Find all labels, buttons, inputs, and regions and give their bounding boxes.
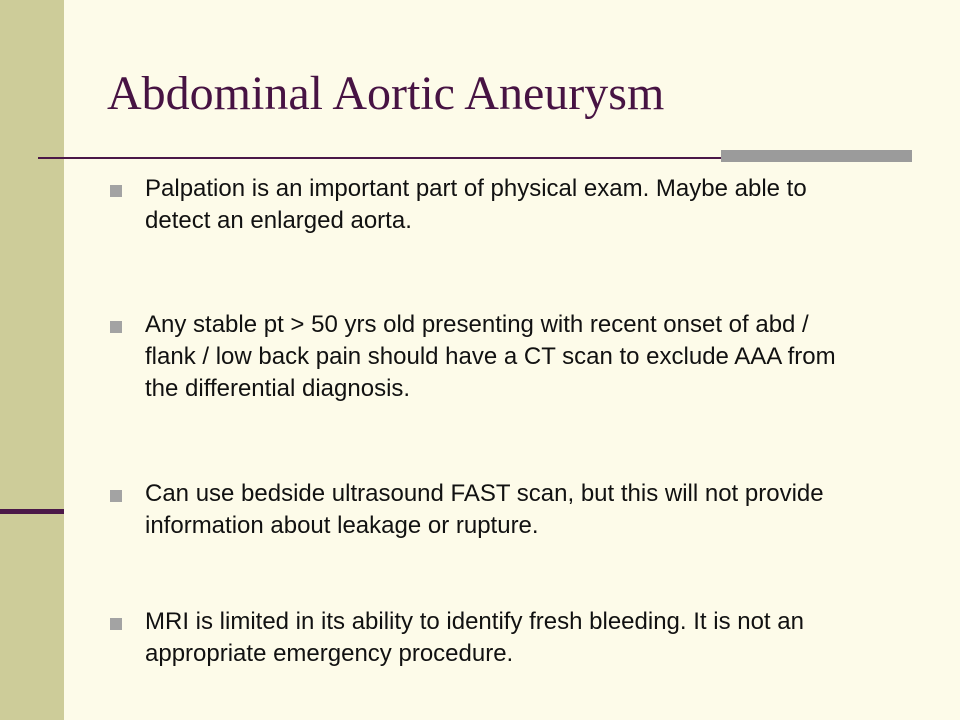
bullet-item: [107, 173, 907, 237]
left-accent-line: [0, 509, 64, 514]
title-accent-block: [721, 150, 912, 162]
bullet-text: Palpation is an important part of physical exam. Maybe able to detect an enlarged aorta.: [145, 175, 807, 234]
slide-title: Abdominal Aortic Aneurysm: [107, 67, 665, 120]
square-bullet-icon: [110, 618, 122, 630]
square-bullet-icon: [110, 321, 122, 333]
square-bullet-icon: [110, 490, 122, 502]
bullet-text: MRI is limited in its ability to identify fresh bleeding. It is not an appropriate emergency procedure.: [145, 608, 804, 667]
bullet-item: [107, 309, 907, 405]
bullet-text: Any stable pt > 50 yrs old presenting with recent onset of abd / flank / low back pain should have a CT scan to exclude AAA from the differential diagnosis.: [145, 311, 836, 402]
left-sidebar-bar: [0, 0, 64, 720]
bullet-item: [107, 478, 907, 542]
bullet-item: [107, 606, 907, 670]
square-bullet-icon: [110, 185, 122, 197]
bullet-text: Can use bedside ultrasound FAST scan, but this will not provide information about leakage or rupture.: [145, 480, 824, 539]
